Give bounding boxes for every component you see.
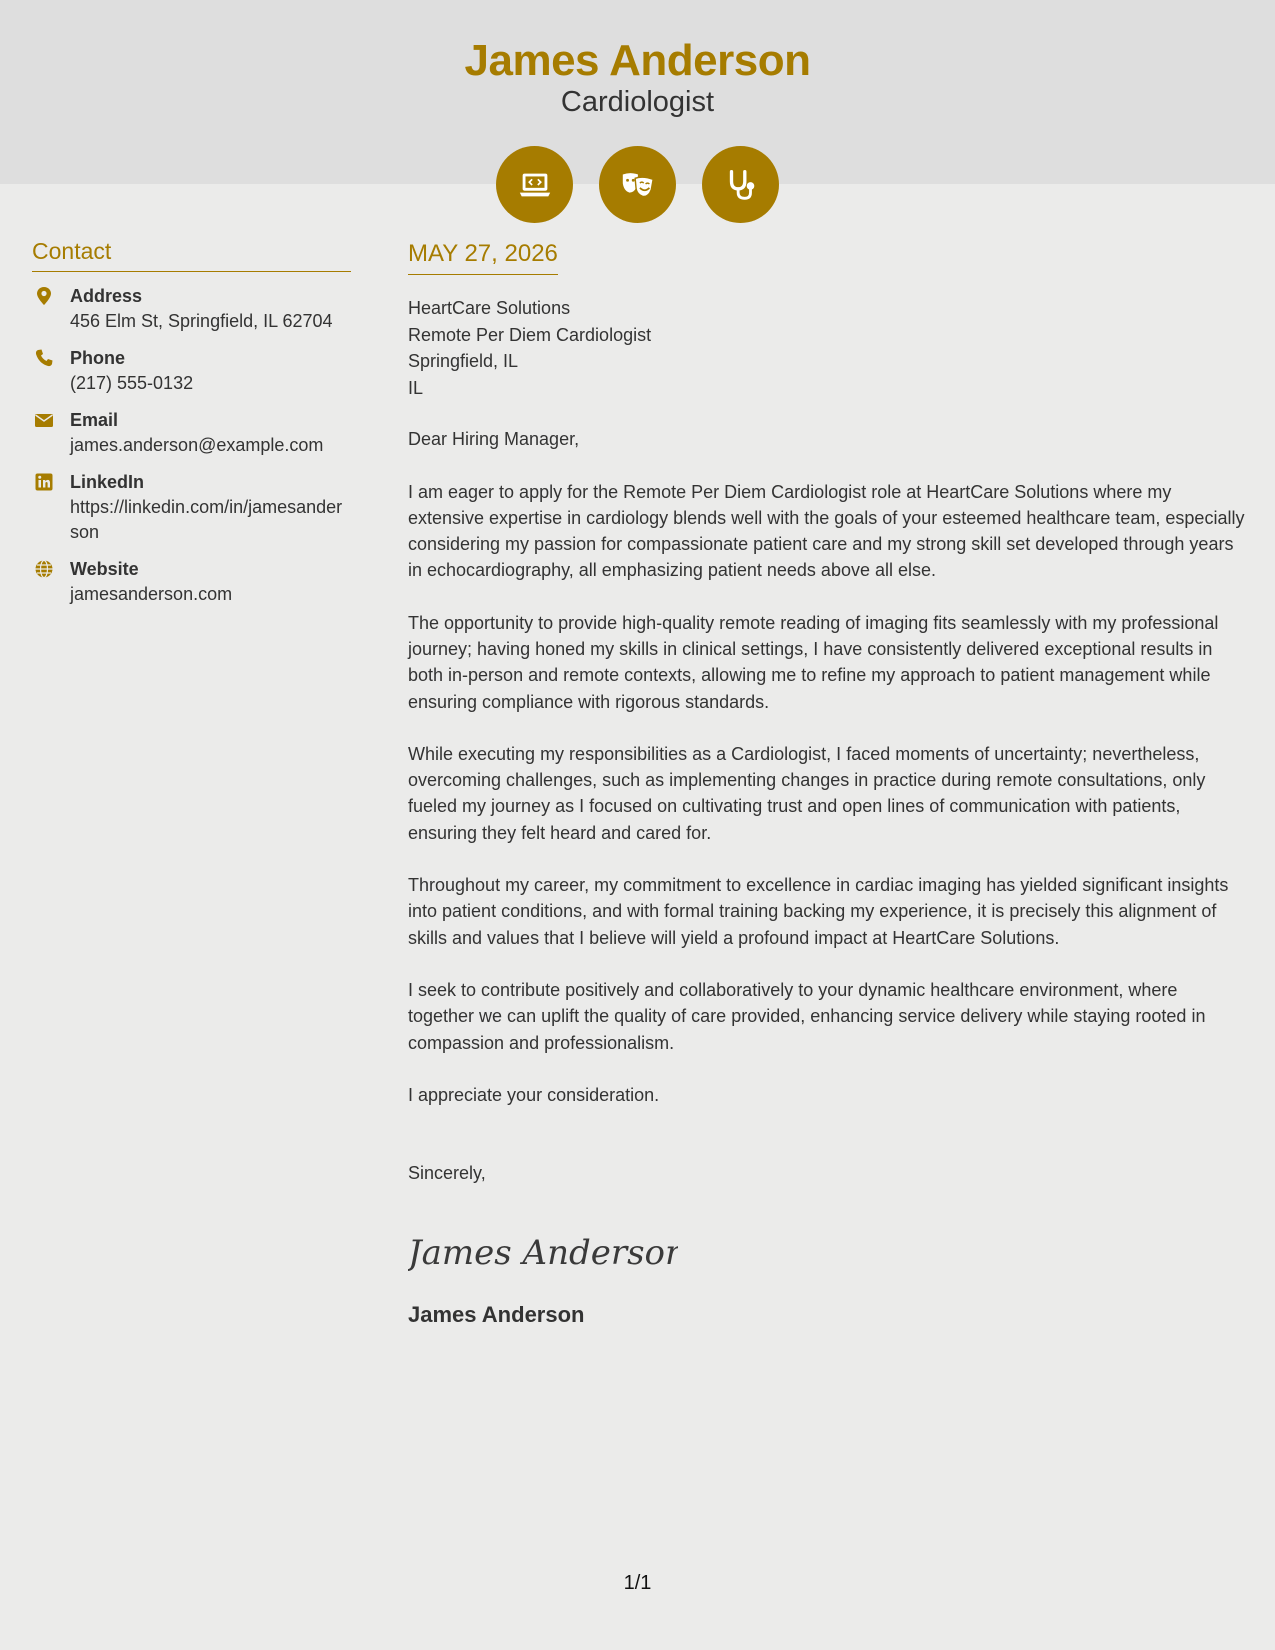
- body-paragraph: I appreciate your consideration.: [408, 1084, 660, 1105]
- letter-date: MAY 27, 2026: [408, 240, 558, 275]
- envelope-icon: [34, 410, 54, 430]
- contact-label: Website: [70, 559, 139, 579]
- applicant-title: Cardiologist: [560, 86, 715, 118]
- closing: Sincerely,: [408, 1163, 486, 1184]
- signed-name: James Anderson: [408, 1302, 585, 1328]
- contact-linkedin: [32, 470, 351, 545]
- laptop-code-icon: [496, 146, 573, 223]
- body-paragraph: While executing my responsibilities as a Cardiologist, I faced moments of uncertainty; nevertheless, overcoming challenges, such as implementing changes in practice during remote consultations, only fueled my journey as I focused on cultivating trust and open lines of communication with patients, ensuring they felt heard and cared for.: [408, 743, 1206, 843]
- applicant-name: James Anderson: [464, 36, 811, 85]
- page-number: 1/1: [623, 1572, 652, 1594]
- theater-masks-icon: [599, 146, 676, 223]
- map-pin-icon: [34, 286, 54, 306]
- body-paragraph: Throughout my career, my commitment to excellence in cardiac imaging has yielded significant insights into patient conditions, and with formal training backing my experience, it is precisely this alignment of skills and values that I believe will yield a profound impact at HeartCare Solutions.: [408, 875, 1229, 948]
- stethoscope-icon: [702, 146, 779, 223]
- contact-label: Phone: [70, 348, 126, 368]
- contact-label: Address: [70, 286, 143, 306]
- contact-value[interactable]: jamesanderson.com: [70, 584, 233, 604]
- contact-value[interactable]: https://linkedin.com/in/jamesanderson: [70, 497, 343, 542]
- contact-heading: Contact: [32, 238, 351, 272]
- letter-body: [408, 240, 1248, 1328]
- salutation: Dear Hiring Manager,: [408, 429, 580, 449]
- globe-icon: [34, 559, 54, 579]
- contact-label: LinkedIn: [70, 472, 145, 492]
- body-paragraph: I am eager to apply for the Remote Per Diem Cardiologist role at HeartCare Solutions where my extensive expertise in cardiology blends well with the goals of your esteemed healthcare team, especially considering my passion for compassionate patient care and my strong skill set developed through years in echocardiography, all emphasizing patient needs above all else.: [408, 481, 1245, 581]
- contact-phone: [32, 346, 351, 396]
- recipient-block: [408, 295, 1248, 401]
- recipient-company: HeartCare Solutions: [408, 298, 571, 318]
- contact-value: james.anderson@example.com: [70, 435, 324, 455]
- contact-value: 456 Elm St, Springfield, IL 62704: [70, 311, 333, 331]
- contact-address: [32, 284, 351, 334]
- recipient-state: IL: [408, 377, 424, 398]
- contact-value: (217) 555-0132: [70, 373, 194, 393]
- contact-email: [32, 408, 351, 458]
- recipient-position: Remote Per Diem Cardiologist: [408, 324, 652, 345]
- contact-sidebar: [32, 238, 351, 619]
- contact-label: Email: [70, 410, 119, 430]
- contact-website: [32, 557, 351, 607]
- phone-icon: [34, 348, 54, 368]
- signature-script: James Anderson: [408, 1233, 678, 1274]
- linkedin-icon: [34, 472, 54, 492]
- body-paragraph: The opportunity to provide high-quality remote reading of imaging fits seamlessly with my professional journey; having honed my skills in clinical settings, I have consistently delivered exceptional results in both in-person and remote contexts, allowing me to refine my approach to patient management while ensuring compliance with rigorous standards.: [408, 612, 1219, 712]
- handwritten-signature: [408, 1226, 1248, 1276]
- recipient-city: Springfield, IL: [408, 351, 519, 371]
- body-paragraph: I seek to contribute positively and collaboratively to your dynamic healthcare environment, where together we can uplift the quality of care provided, enhancing service delivery while staying rooted in compassion and professionalism.: [408, 979, 1206, 1053]
